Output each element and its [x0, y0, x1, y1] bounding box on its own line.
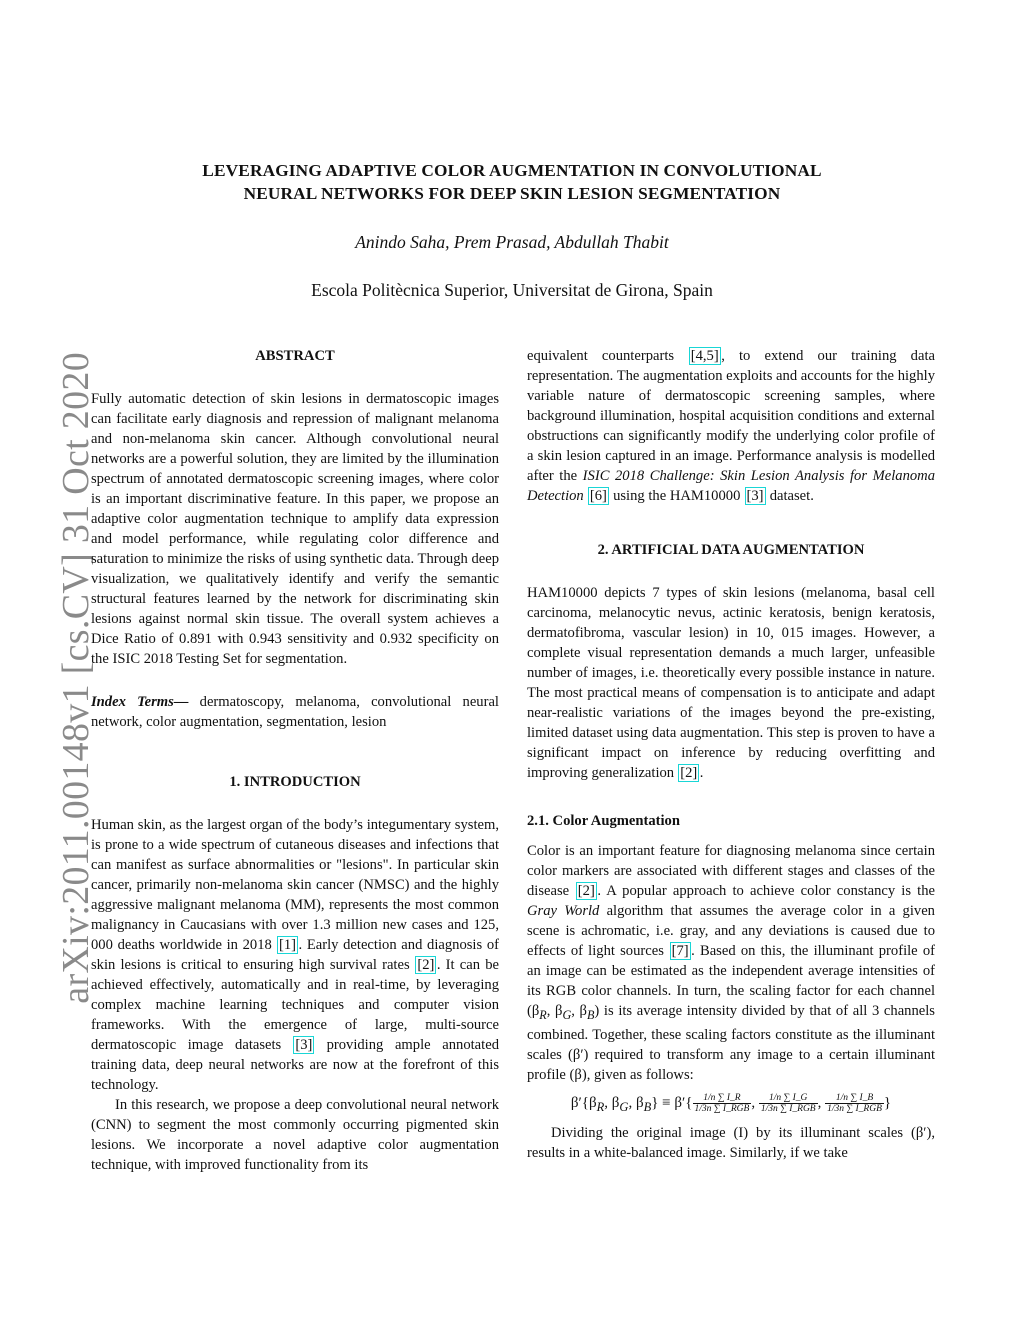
eq-mid: } ≡ β′{	[651, 1094, 693, 1111]
citation-link-6[interactable]: [6]	[589, 488, 607, 504]
cont-text-b: , to extend our training data representation. The augmentation exploits and accounts for the highly variable nature of dermatoscopic screening samples, where background illumination, hospital acquisition conditions and external obstructions can significantly modify the underlying color profile of a skin lesion captured in an image. Performance analysis is modelled after the	[527, 348, 935, 484]
subsection-2-1-paragraph	[527, 841, 935, 1085]
intro-paragraph-2: In this research, we propose a deep convolutional neural network (CNN) to segment the most commonly occurring pigmented skin lesions. We incorporate a novel adaptive color augmentation technique, with improved functionality from its	[91, 1097, 499, 1173]
sep-2: , β	[571, 1003, 587, 1019]
sec2-text-b: .	[699, 765, 704, 781]
citation-link-2[interactable]: [2]	[417, 957, 435, 973]
intro-text-a: Human skin, as the largest organ of the body’s integumentary system, is prone to a wide spectrum of cutaneous diseases and infections that can manifest as surface abnormalities or "lesions". In particular skin cancer, primarily non-melanoma skin cancer (NMSC) and the highly aggressive malignant melanoma (MM), represents the most common malignancy in Caucasians with over 1.3 million new cases and 125, 000 deaths worldwide in 2018	[91, 817, 499, 953]
paper-title	[120, 159, 904, 205]
subscript-g: G	[562, 1007, 572, 1022]
citation-link-7[interactable]: [7]	[671, 943, 689, 959]
sub-text-c: algorithm that assumes the average color in a given scene is achromatic, i.e. gray, and any deviations is caused due to effects of light sources	[527, 903, 935, 959]
cont-text-c: using the HAM10000	[609, 488, 745, 504]
abstract-body: Fully automatic detection of skin lesions in dermatoscopic images can facilitate early diagnosis and repression of malignant melanoma and non-melanoma skin cancer. Although convolutional neural networks are a powerful solution, they are limited by the illumination spectrum of annotated dermatoscopic screening images, where color is an important discriminative feature. In this paper, we propose an adaptive color augmentation technique to amplify data expression and model performance, while regulating color difference and saturation to minimize the risks of using synthetic data. Through deep visualization, we qualitatively identify and verify the semantic structural features learned by the network for discriminating skin lesions against normal skin tissue. The overall system achieves a Dice Ratio of 0.891 with 0.943 sensitivity and 0.932 specificity on the ISIC 2018 Testing Set for segmentation.	[91, 391, 499, 667]
introduction-heading: 1. INTRODUCTION	[229, 774, 361, 790]
index-terms-label: Index Terms—	[91, 694, 189, 710]
eq-left: β′{β	[570, 1094, 597, 1111]
cont-text-a: equivalent counterparts	[527, 348, 689, 364]
right-column	[527, 346, 935, 1163]
citation-link-3b[interactable]: [3]	[746, 488, 764, 504]
challenge-name: ISIC 2018 Challenge: Skin Lesion Analysis for Melanoma Detection	[527, 468, 935, 504]
title-line-2: NEURAL NETWORKS FOR DEEP SKIN LESION SEGMENTATION	[243, 184, 781, 203]
fraction-b: $\frac{1/n \sum I\_B}{\text{1/3n ∑ I\_RGB}}$	[827, 1092, 882, 1114]
section-2-heading: 2. ARTIFICIAL DATA AUGMENTATION	[597, 542, 865, 558]
subsection-2-1-heading: 2.1. Color Augmentation	[527, 813, 680, 829]
cont-text-d: dataset.	[766, 488, 814, 504]
affiliation: Escola Politècnica Superior, Universitat de Girona, Spain	[311, 280, 713, 300]
subsection-2-1-paragraph-2: Dividing the original image (I) by its illuminant scales (β′), results in a white-balanced image. Similarly, if we take	[527, 1124, 935, 1161]
citation-link-2c[interactable]: [2]	[577, 883, 595, 899]
subscript-r: R	[539, 1007, 547, 1022]
arxiv-identifier[interactable]: arXiv:2011.00148v1 [cs.CV] 31 Oct 2020	[55, 352, 97, 1004]
sub-text-b: . A popular approach to achieve color constancy is the	[597, 883, 935, 899]
gray-world-term: Gray World	[527, 903, 600, 919]
intro-text-d: providing ample annotated training data, deep neural networks are now at the forefront of this technology.	[91, 1037, 499, 1093]
intro-continuation	[527, 346, 935, 506]
intro-text-c: . It can be achieved effectively, automatically and in real-time, by leveraging complex machine learning techniques and computer vision frameworks. With the emergence of large, multi-source dermatoscopic image datasets	[91, 957, 499, 1053]
fraction-g: $\frac{1/n \sum I\_G}{\text{1/3n ∑ I\_RGB}}$	[760, 1092, 816, 1114]
eq-end: }	[883, 1094, 892, 1111]
citation-link-3[interactable]: [3]	[295, 1037, 313, 1053]
sep-1: , β	[546, 1003, 563, 1019]
citation-link-2b[interactable]: [2]	[680, 765, 698, 781]
intro-paragraph-1	[91, 815, 499, 1095]
citation-link-4-5[interactable]: [4,5]	[690, 348, 719, 364]
section-2-paragraph	[527, 583, 935, 783]
authors: Anindo Saha, Prem Prasad, Abdullah Thabit	[355, 232, 669, 252]
title-line-1: LEVERAGING ADAPTIVE COLOR AUGMENTATION IN CONVOLUTIONAL	[202, 161, 822, 180]
index-terms-list: dermatoscopy, melanoma, convolutional neural network, color augmentation, segmentation, lesion	[91, 694, 499, 730]
illuminant-equation: $\beta'\{\beta_R$, $\beta_G$, $\beta_B\} \equiv \beta'${ $\frac{1/n \sum I\_R}{\text{1/3n ∑ I\_RGB}}$ , $\frac{1/n \sum I\_G}{\text{1/3n ∑ I\_RGB}}$ , $\frac{1/n \sum I\_B}{\text{1/3n ∑ I\_RGB}}$ }	[570, 1092, 892, 1114]
index-terms	[91, 692, 499, 732]
subscript-b: B	[586, 1007, 595, 1022]
left-column	[91, 346, 499, 1175]
fraction-r: $\frac{1/n \sum I\_R}{\text{1/3n ∑ I\_RGB}}$	[694, 1092, 750, 1114]
sec2-text-a: HAM10000 depicts 7 types of skin lesions (melanoma, basal cell carcinoma, melanocytic nevus, actinic keratosis, benign keratosis, dermatofibroma, vascular lesion) in 10, 015 images. However, a complete visual representation demands a much larger, unfeasible number of images, i.e. theoretically every possible instance in nature. The most practical means of compensation is to anticipate and adapt near-realistic variations of the images beyond the pre-existing, limited dataset using data augmentation. This step is proven to have a significant impact on inference by reducing overfitting and improving generalization	[527, 585, 935, 781]
abstract-heading: ABSTRACT	[255, 348, 335, 364]
sub-text-d: . Based on this, the illuminant profile of an image can be estimated as the independent average intensities of its RGB color channels. In turn, the scaling factor for each channel (β	[527, 943, 936, 1019]
sub-text-e: ) is its average intensity divided by that of all 3 channels combined. Together, these scaling factors constitute as the illuminant scales (β′) required to transform any image to a certain illuminant profile (β), given as follows:	[527, 1003, 935, 1083]
intro-text-b: . Early detection and diagnosis of skin lesions is critical to ensuring high survival rates	[91, 937, 499, 973]
sub-text-a: Color is an important feature for diagnosing melanoma since certain color markers are associated with different stages and classes of the disease	[527, 843, 935, 899]
citation-link-1[interactable]: [1]	[279, 937, 297, 953]
